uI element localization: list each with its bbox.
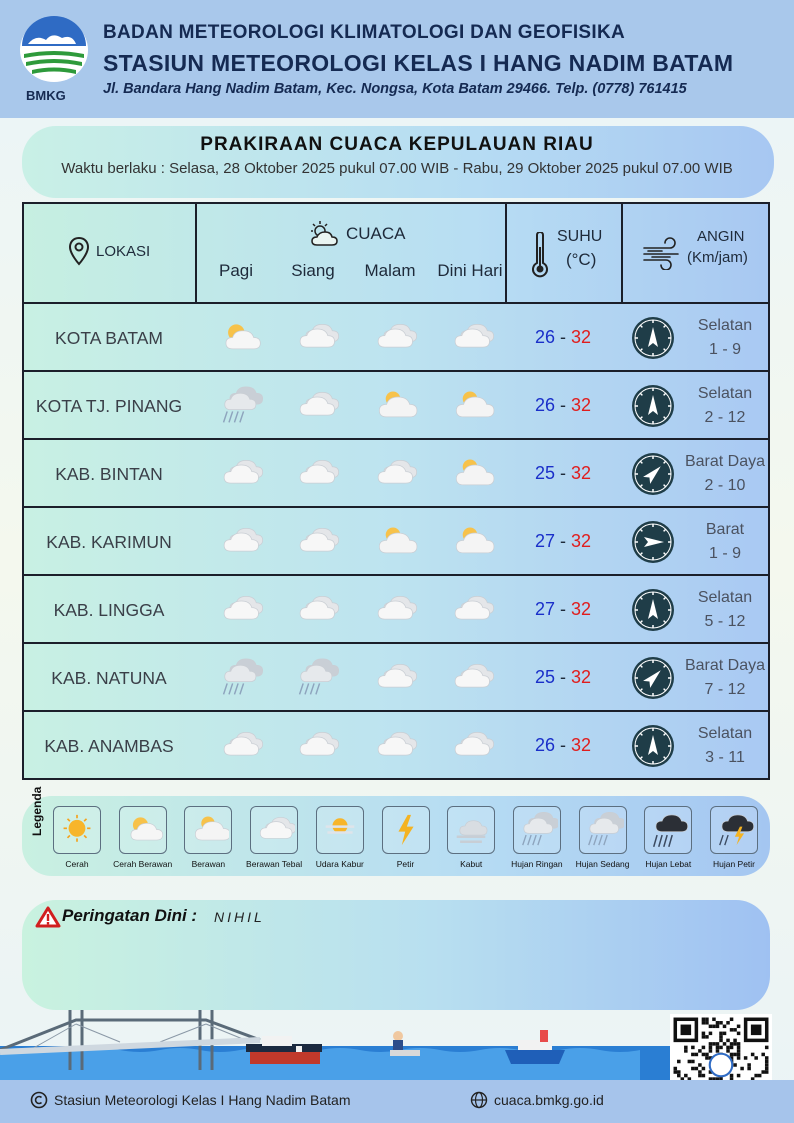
wind-direction-compass-icon [631, 588, 675, 632]
legend-icon-box [382, 806, 430, 854]
period-malam: Malam [364, 261, 416, 280]
berawan-tebal-icon [214, 726, 264, 766]
wind-direction-compass-icon [631, 656, 675, 700]
wind-speed: 3 - 11 [705, 749, 745, 766]
footer-website-link[interactable]: cuaca.bmkg.go.id [494, 1092, 604, 1108]
legend-label: Hujan Sedang [575, 859, 630, 869]
legend-icon-box [579, 806, 627, 854]
hujan-ringan-icon [516, 811, 558, 849]
petir-icon [385, 811, 427, 849]
column-divider [505, 204, 507, 302]
wind-direction-compass-icon [631, 316, 675, 360]
wind-direction: Selatan [697, 317, 753, 334]
temperature-max: 32 [571, 463, 592, 483]
legend-icon-box [119, 806, 167, 854]
header-cuaca [308, 220, 406, 248]
location-name: KOTA BATAM [55, 328, 163, 348]
temperature-max: 32 [571, 531, 592, 551]
berawan-icon [445, 386, 495, 426]
temperature-range: 27 - 32 [534, 531, 592, 551]
table-row [22, 576, 770, 644]
berawan-tebal-icon [253, 811, 295, 849]
berawan-tebal-icon [290, 318, 340, 358]
location-name: KAB. KARIMUN [46, 532, 172, 552]
legend-icon-box [513, 806, 561, 854]
berawan-tebal-icon [290, 386, 340, 426]
column-divider [621, 204, 623, 302]
period-dini-hari: Dini Hari [437, 261, 503, 280]
wind-info [680, 314, 770, 362]
warning-triangle-icon [35, 906, 61, 928]
legend-icon-box [316, 806, 364, 854]
wind-info [680, 518, 770, 566]
wind-direction: Barat Daya [684, 453, 766, 470]
table-row [22, 712, 770, 780]
berawan-tebal-icon [214, 454, 264, 494]
temperature-range: 25 - 32 [534, 667, 592, 687]
hujan-ringan-icon [290, 658, 340, 698]
page-title: PRAKIRAAN CUACA KEPULAUAN RIAU [200, 134, 594, 155]
copyright-icon [30, 1091, 48, 1109]
wind-info [680, 382, 770, 430]
cerah-icon [56, 811, 98, 849]
legend-item [571, 806, 635, 869]
legend-label: Hujan Ringan [511, 859, 563, 869]
temperature-min: 25 [534, 463, 555, 483]
temperature-range: 25 - 32 [534, 463, 592, 483]
berawan-tebal-icon [368, 454, 418, 494]
berawan-tebal-icon [445, 590, 495, 630]
station-address: Jl. Bandara Hang Nadim Batam, Kec. Nongsa, Kota Batam 29466. Telp. (0778) 761415 [103, 81, 687, 97]
legend-item [45, 806, 109, 869]
hujan-ringan-icon [214, 386, 264, 426]
temperature-range: 26 - 32 [534, 395, 592, 415]
wind-direction: Barat Daya [684, 657, 766, 674]
temperature-max: 32 [571, 667, 592, 687]
cerah-berawan-icon [122, 811, 164, 849]
legend-label: Hujan Petir [712, 859, 756, 869]
wind-speed: 7 - 12 [704, 681, 746, 698]
cerah-berawan-icon [214, 318, 264, 358]
hujan-sedang-icon [582, 811, 624, 849]
legend-icon-box [53, 806, 101, 854]
wind-info [680, 586, 770, 634]
legend-icon-box [447, 806, 495, 854]
legend-item [439, 806, 503, 869]
location-name: KAB. ANAMBAS [44, 736, 174, 756]
berawan-icon [368, 522, 418, 562]
berawan-tebal-icon [290, 590, 340, 630]
location-name: KAB. LINGGA [53, 600, 165, 620]
legend-title: Legenda [30, 786, 44, 836]
location-name: KAB. NATUNA [51, 668, 167, 688]
hujan-petir-icon [713, 811, 755, 849]
table-row [22, 508, 770, 576]
wind-speed: 2 - 12 [704, 409, 746, 426]
legend-item [374, 806, 438, 869]
wind-direction: Selatan [697, 725, 753, 742]
berawan-tebal-icon [290, 454, 340, 494]
berawan-tebal-icon [368, 658, 418, 698]
validity-period: Waktu berlaku : Selasa, 28 Oktober 2025 pukul 07.00 WIB - Rabu, 29 Oktober 2025 pukul 07.00 WIB [61, 160, 733, 177]
legend-item [308, 806, 372, 869]
legend-icon-box [250, 806, 298, 854]
wind-speed: 5 - 12 [704, 613, 746, 630]
partly-cloudy-icon [308, 220, 340, 248]
legend-label: Cerah Berawan [113, 859, 173, 869]
legend-item [176, 806, 240, 869]
wind-info [680, 654, 770, 702]
header-suhu [530, 228, 603, 270]
temperature-range: 26 - 32 [534, 327, 592, 347]
header-lokasi-label: LOKASI [96, 242, 151, 260]
legend-label: Udara Kabur [315, 859, 364, 869]
berawan-tebal-icon [368, 318, 418, 358]
agency-name: BADAN METEOROLOGI KLIMATOLOGI DAN GEOFISIKA [103, 22, 626, 43]
temperature-min: 26 [534, 395, 555, 415]
legend-label: Berawan [191, 859, 226, 869]
table-row [22, 644, 770, 712]
footer-copyright-text: Stasiun Meteorologi Kelas I Hang Nadim Batam [54, 1092, 351, 1108]
temperature-range: 27 - 32 [534, 599, 592, 619]
early-warning-value: NIHIL [214, 909, 265, 925]
temperature-min: 27 [534, 599, 555, 619]
header-angin [642, 228, 748, 266]
table-row [22, 304, 770, 372]
berawan-tebal-icon [445, 658, 495, 698]
temperature-min: 25 [534, 667, 555, 687]
header-cuaca-label: CUACA [346, 224, 406, 243]
legend-icon-box [184, 806, 232, 854]
legend-item [111, 806, 175, 869]
column-divider [195, 204, 197, 302]
wind-icon [642, 236, 684, 270]
legend-item [636, 806, 700, 869]
forecast-table [22, 202, 770, 782]
location-name: KAB. BINTAN [55, 464, 163, 484]
berawan-tebal-icon [214, 522, 264, 562]
hujan-lebat-icon [647, 811, 689, 849]
berawan-icon [445, 522, 495, 562]
berawan-tebal-icon [445, 318, 495, 358]
wind-direction-compass-icon [631, 724, 675, 768]
temperature-max: 32 [571, 395, 592, 415]
berawan-tebal-icon [445, 726, 495, 766]
wind-speed: 1 - 9 [708, 341, 741, 358]
legend-icon-box [644, 806, 692, 854]
temperature-min: 27 [534, 531, 555, 551]
logo-text: BMKG [26, 88, 66, 103]
wind-speed: 2 - 10 [704, 477, 746, 494]
temperature-min: 26 [534, 735, 555, 755]
thermometer-icon [530, 232, 550, 278]
header-suhu-unit: (°C) [565, 250, 597, 269]
legend-label: Kabut [460, 859, 483, 869]
table-row [22, 440, 770, 508]
berawan-tebal-icon [368, 590, 418, 630]
table-row [22, 372, 770, 440]
legend-label: Berawan Tebal [246, 859, 303, 869]
legend-item [702, 806, 766, 869]
wind-direction: Barat [705, 521, 745, 538]
berawan-icon [445, 454, 495, 494]
wind-direction-compass-icon [631, 384, 675, 428]
temperature-min: 26 [534, 327, 555, 347]
header-suhu-label: SUHU [557, 228, 603, 245]
wind-info [680, 450, 770, 498]
temperature-max: 32 [571, 599, 592, 619]
wind-info [680, 722, 770, 770]
berawan-tebal-icon [290, 726, 340, 766]
early-warning-title: Peringatan Dini : [62, 906, 198, 925]
temperature-range: 26 - 32 [534, 735, 592, 755]
footer-website[interactable] [470, 1091, 604, 1109]
wind-speed: 1 - 9 [708, 545, 741, 562]
globe-icon [470, 1091, 488, 1109]
wind-direction-compass-icon [631, 452, 675, 496]
period-siang: Siang [291, 261, 335, 280]
legend-item [505, 806, 569, 869]
period-pagi: Pagi [218, 261, 254, 280]
hujan-ringan-icon [214, 658, 264, 698]
legend-label: Cerah [65, 859, 89, 869]
wind-direction-compass-icon [631, 520, 675, 564]
udara-kabur-icon [319, 811, 361, 849]
wind-direction: Selatan [697, 589, 753, 606]
wind-direction: Selatan [697, 385, 753, 402]
legend-item [242, 806, 306, 869]
berawan-icon [187, 811, 229, 849]
location-name: KOTA TJ. PINANG [35, 396, 183, 416]
legend-label: Petir [396, 859, 415, 869]
header-angin-label: ANGIN [697, 228, 745, 245]
temperature-max: 32 [571, 735, 592, 755]
legend-icon-box [710, 806, 758, 854]
header-lokasi [68, 236, 150, 266]
berawan-tebal-icon [290, 522, 340, 562]
header-angin-unit: (Km/jam) [687, 249, 748, 266]
berawan-icon [368, 386, 418, 426]
berawan-tebal-icon [214, 590, 264, 630]
berawan-tebal-icon [368, 726, 418, 766]
table-header [22, 202, 770, 304]
location-pin-icon [68, 236, 90, 266]
legend-label: Hujan Lebat [645, 859, 692, 869]
station-name: STASIUN METEOROLOGI KELAS I HANG NADIM BATAM [103, 50, 734, 76]
temperature-max: 32 [571, 327, 592, 347]
kabut-icon [450, 811, 492, 849]
footer-copyright [30, 1091, 350, 1109]
